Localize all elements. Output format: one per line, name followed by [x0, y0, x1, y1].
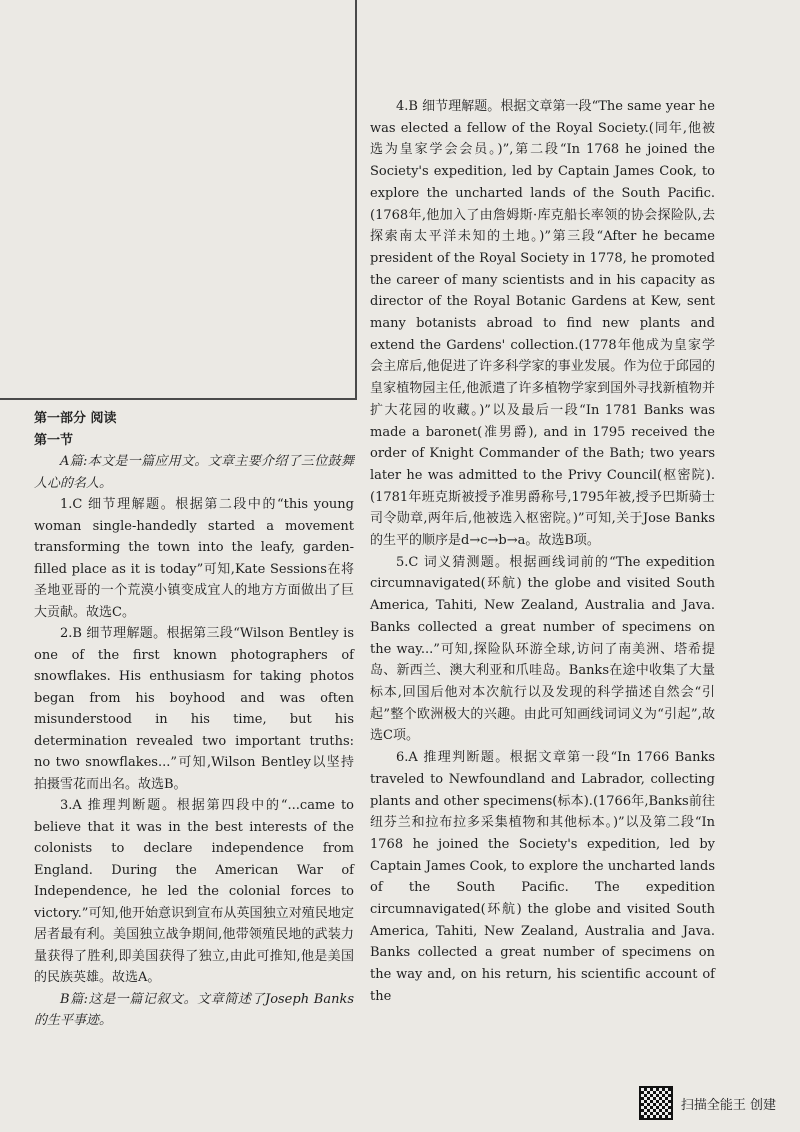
column-divider — [355, 0, 357, 398]
answer-2: 2.B 细节理解题。根据第三段“Wilson Bentley is one of the first known photographers of snowflakes. His enthusiasm for taking photos began from his boyhood and was often misunderstood in his time, but his determination revealed two important truths: no two snowflakes...”可知,Wilson Bentley以坚持拍摄雪花而出名。故选B。 — [34, 626, 354, 792]
passage-b-summary: B篇:这是一篇记叙文。文章简述了Joseph Banks的生平事迹。 — [34, 991, 354, 1028]
answer-4: 4.B 细节理解题。根据文章第一段“The same year he was elected a fellow of the Royal Society.(同年,他被选为皇家学会会员。)”,第二段“In 1768 he joined the Society's expedition, led by Captain James Cook, to explore the uncharted lands of the South Pacific.(1768年,他加入了由詹姆斯·库克船长率领的协会探险队,去探索南太平洋未知的土地。)”第三段“After he became president of the Royal Society in 1778, he promoted the career of many scientists and in his capacity as director of the Royal Botanic Gardens at Kew, sent many botanists abroad to find new plants and extend the Gardens' collection.(1778年他成为皇家学会主席后,他促进了许多科学家的事业发展。作为位于邱园的皇家植物园主任,他派遣了许多植物学家到国外寻找新植物并扩大花园的收藏。)”以及最后一段“In 1781 Banks was made a baronet(准男爵), and in 1795 received the order of Knight Commander of the Bath; two years later he was admitted to the Privy Council(枢密院).(1781年班克斯被授予准男爵称号,1795年被,授予巴斯骑士司令勋章,两年后,他被选入枢密院。)”可知,关于Jose Banks的生平的顺序是d→c→b→a。故选B项。 — [370, 99, 715, 549]
answer-1: 1.C 细节理解题。根据第二段中的“this young woman single-handedly started a movement transforming the town into the leafy, garden-filled place as it is today”可知,Kate Sessions在将圣地亚哥的一个荒漠小镇变成宜人的地方方面做出了巨大贡献。故选C。 — [34, 497, 354, 620]
answer-3: 3.A 推理判断题。根据第四段中的“...came to believe that it was in the best interests of the colonists to declare independence from England. During the American War of Independence, he led the colonial forces to victory.”可知,他开始意识到宣布从英国独立对殖民地定居者最有利。美国独立战争期间,他带领殖民地的武装力量获得了胜利,即美国获得了独立,由此可推知,他是美国的民族英雄。故选A。 — [34, 798, 354, 985]
right-column — [370, 96, 715, 1008]
section-title: 第一部分 阅读 — [34, 411, 117, 426]
qr-code-icon — [639, 1086, 673, 1120]
scanner-watermark — [639, 1086, 776, 1120]
scanner-brand: 扫描全能王 创建 — [680, 1097, 776, 1113]
left-column — [34, 408, 354, 1032]
answer-6: 6.A 推理判断题。根据文章第一段“In 1766 Banks traveled to Newfoundland and Labrador, collecting plants and other specimens(标本).(1766年,Banks前往纽芬兰和拉布拉多采集植物和其他标本。)”以及第二段“In 1768 he joined the Society's expedition, led by Captain James Cook, to explore the uncharted lands of the South Pacific. The expedition circumnavigated(环航) the globe and visited South America, Tahiti, New Zealand, Australia and Java. Banks collected a great number of specimens on the way and, on his return, his scientific account of the — [370, 750, 715, 1004]
answer-5: 5.C 词义猜测题。根据画线词前的“The expedition circumnavigated(环航) the globe and visited South America, Tahiti, New Zealand, Australia and Java. Banks collected a great number of specimens on the way...”可知,探险队环游全球,访问了南美洲、塔希提岛、新西兰、澳大利亚和爪哇岛。Banks在途中收集了大量标本,回国后他对本次航行以及发现的科学描述自然会“引起”整个欧洲极大的兴趣。由此可知画线词词义为“引起”,故选C项。 — [370, 554, 715, 744]
subsection-title: 第一节 — [34, 432, 74, 448]
section-divider — [0, 398, 357, 400]
passage-a-summary: A篇:本文是一篇应用文。文章主要介绍了三位鼓舞人心的名人。 — [34, 454, 354, 491]
